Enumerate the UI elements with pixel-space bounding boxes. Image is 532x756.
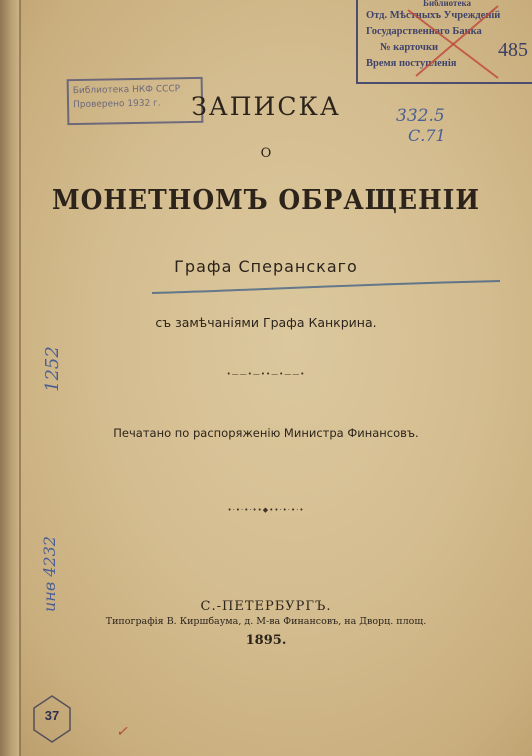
margin-note-2: инв 4232 [40, 536, 59, 612]
bottom-stamp-number: 37 [44, 708, 60, 723]
red-check-mark: ✓ [116, 724, 128, 740]
stamp-number: 485 [498, 39, 528, 61]
stamp-line-1: Библиотека НКФ СССР [72, 84, 181, 97]
stamp-header: Библиотека [423, 0, 471, 8]
library-stamp-top-right [356, 0, 532, 84]
publication-city: С.-ПЕТЕРБУРГЪ. [200, 599, 332, 614]
stamp-bank: Государственнаго Банка [366, 26, 482, 37]
margin-note-1: 1252 [42, 346, 63, 392]
red-cross-mark [398, 0, 518, 84]
stamp-card-label: № карточки [380, 42, 439, 53]
title-preposition: О [260, 146, 272, 161]
document-title: ЗАПИСКА [191, 92, 341, 121]
document-subject: МОНЕТНОМЪ ОБРАЩЕНІИ [51, 183, 481, 216]
stamp-arrival-label: Время поступленія [366, 58, 457, 69]
document-author: Графа Сперанскаго [174, 257, 358, 276]
document-remarks: съ замѣчаніями Графа Канкрина. [155, 315, 377, 330]
handwritten-code-2: С.71 [408, 126, 446, 145]
handwritten-code-1: 332.5 [396, 106, 445, 126]
underline-stroke [150, 279, 510, 299]
stamp-department: Отд. Мѣстныхъ Учрежденій [366, 10, 501, 21]
ornament-divider-1: •——•—••—•——• [226, 370, 306, 378]
printed-by: Печатано по распоряженію Министра Финансовъ. [113, 426, 419, 440]
printer-imprint: Типографія В. Киршбаума, д. М-ва Финансовъ, на Дворц. площ. [105, 616, 427, 627]
publication-year: 1895. [245, 633, 287, 648]
ornament-divider-2: •·•·•·••◆••·•·•·• [227, 506, 305, 514]
stamp-line-2: Проверено 1932 г. [72, 98, 161, 111]
